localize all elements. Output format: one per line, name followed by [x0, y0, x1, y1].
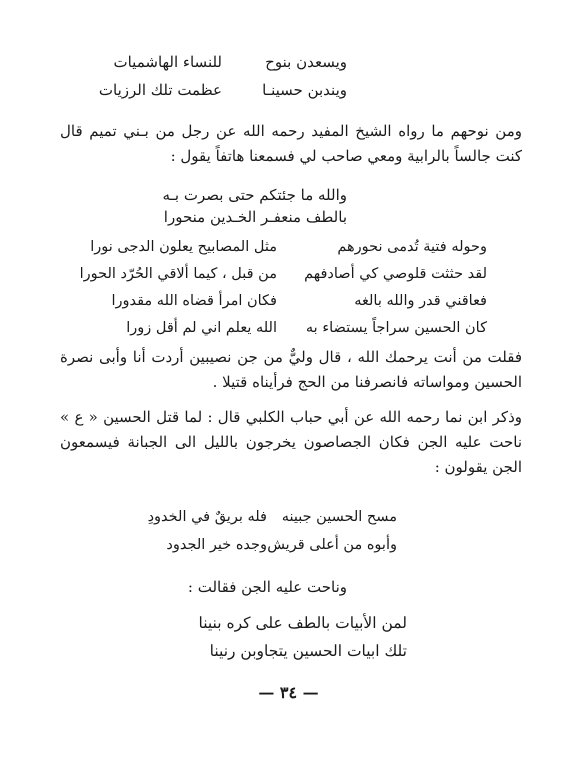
- verse-4-right: كان الحسين سراجاً يستضاء به: [305, 320, 487, 336]
- jinn-verse-2-right: وأبوه من أعلى قريش: [267, 537, 397, 553]
- paragraph-3: وذكر ابن نما رحمه الله عن أبي حباب الكلبي قال : لما قتل الحسين « ع » ناحت عليه الجن فكان الجصاصون يخرجون بالليل الى الجبانة فيسمعون الجن يقولون :: [60, 408, 522, 476]
- verse-2-left: من قبل ، كيما ألاقي الحُرّد الحورا: [79, 266, 277, 282]
- verse-4-left: الله يعلم اني لم أقل زورا: [126, 320, 277, 336]
- opening-verse-2-left: عظمت تلك الرزيات: [98, 81, 222, 99]
- opening-verse-1-left: للنساء الهاشميات: [113, 53, 222, 71]
- verse-3-left: فكان امرأ قضاه الله مقدورا: [111, 293, 277, 309]
- closing-verse-1: لمن الأبيات بالطف على كره بنينا: [198, 614, 407, 632]
- closing-verse-2: تلك ابيات الحسين يتجاوبن رنينا: [209, 642, 407, 660]
- verse-1-right: وحوله فتية تُدمى نحورهم: [337, 239, 487, 255]
- paragraph-2: فقلت من أنت يرحمك الله ، قال وليٌّ من جن نصيبين أردت أنا وأبى نصرة الحسين ومواساته فانصرفنا من الحج فرأيناه قتيلا .: [60, 348, 522, 391]
- verse-2-right: لقد حثثت قلوصي كي أصادفهم: [304, 266, 487, 282]
- jinn-verse-1-right: مسح الحسين جبينه: [281, 509, 397, 525]
- page-number: — ٣٤ —: [258, 683, 319, 702]
- opening-verse-2-right: ويندبن حسينـا: [262, 81, 347, 99]
- verse-intro-line-1: والله ما جئتكم حتى بصرت بـه: [162, 186, 347, 204]
- jinn-verse-1-left: فله بريقٌ في الخدودِ: [147, 509, 267, 525]
- verse-3-right: فعاقني قدر والله بالغه: [354, 293, 487, 309]
- verse-1-left: مثل المصابيح يعلون الدجى نورا: [90, 239, 277, 255]
- opening-verse-1-right: ويسعدن بنوح: [265, 53, 347, 71]
- paragraph-1: ومن نوحهم ما رواه الشيخ المفيد رحمه الله عن رجل من بـني تميم قال كنت جالساً بالرابية ومعي صاحب لي فسمعنا هاتفاً يقول :: [60, 122, 522, 165]
- jinn-verse-2-left: وجده خير الجدود: [166, 537, 267, 553]
- verse-intro-line-2: بالطف منعفـر الخـدين منحورا: [163, 208, 347, 226]
- paragraph-4: وناحت عليه الجن فقالت :: [187, 578, 347, 596]
